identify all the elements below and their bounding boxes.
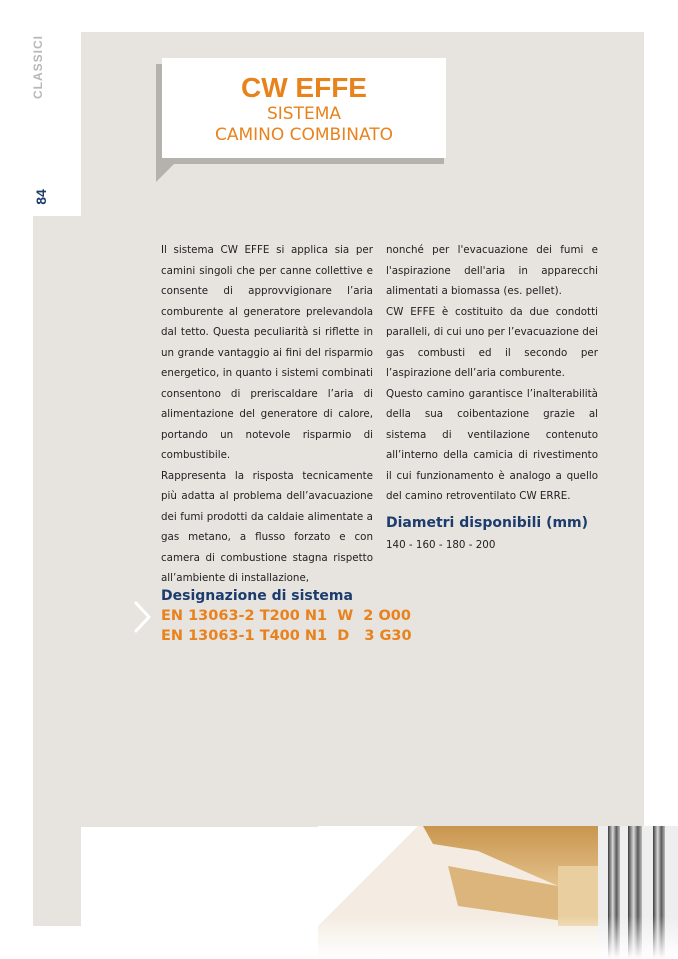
diametri-heading: Diametri disponibili (mm)	[386, 514, 589, 531]
designazione-heading: Designazione di sistema	[161, 588, 353, 604]
diametri-values: 140 - 160 - 180 - 200	[386, 538, 496, 551]
section-label-text: CLASSICI	[31, 34, 46, 100]
subtitle-line-2: CAMINO COMBINATO	[214, 125, 394, 145]
content-panel-lower	[33, 216, 81, 926]
page-number-text: 84	[32, 189, 49, 205]
section-label	[30, 32, 46, 102]
paragraph: Questo camino garantisce l’inalterabilità della sua coibentazione grazie al sistema di ventilazione contenuto all’interno della camicia di rivestimento il cui funzionamento è analogo a quello del camino retroventilato CW ERRE.	[386, 387, 598, 502]
text-column-right	[386, 240, 598, 555]
title-box	[162, 58, 446, 158]
designazione-code-2: EN 13063-1 T400 N1 D 3 G30	[161, 628, 412, 644]
product-photo	[318, 826, 678, 959]
page-title: CW EFFE	[241, 72, 367, 103]
designazione-code-1: EN 13063-2 T200 N1 W 2 O00	[161, 608, 411, 624]
subtitle-line-1: SISTEMA	[266, 104, 342, 124]
paragraph: Il sistema CW EFFE si applica sia per camini singoli che per canne collettive e consente di approvvigionare l’aria comburente al generatore prelevandola dal tetto. Questa peculiarità si riflette in un grande vantaggio ai fini del risparmio energetico, in quanto i sistemi combinati consentono di preriscaldare l’aria di alimentazione del generatore di calore, portando un notevole risparmio di combustibile.	[161, 244, 373, 461]
title-shadow-tail	[156, 160, 178, 182]
designazione-block	[161, 586, 481, 646]
chevron-right-icon	[132, 600, 152, 639]
text-column-left	[161, 240, 373, 589]
paragraph: Rappresenta la risposta tecnicamente più adatta al problema dell’avacuazione dei fumi prodotti da caldaie alimentate a gas metano, a flusso forzato e con camera di combustione stagna rispetto all’ambiente di installazione,	[161, 469, 373, 584]
paragraph: CW EFFE è costituito da due condotti paralleli, di cui uno per l’evacuazione dei gas combusti ed il secondo per l’aspirazione dell’aria comburente.	[386, 305, 598, 379]
page-number	[28, 184, 54, 210]
paragraph: nonché per l'evacuazione dei fumi e l'aspirazione dell'aria in apparecchi alimentati a biomassa (es. pellet).	[386, 244, 598, 297]
